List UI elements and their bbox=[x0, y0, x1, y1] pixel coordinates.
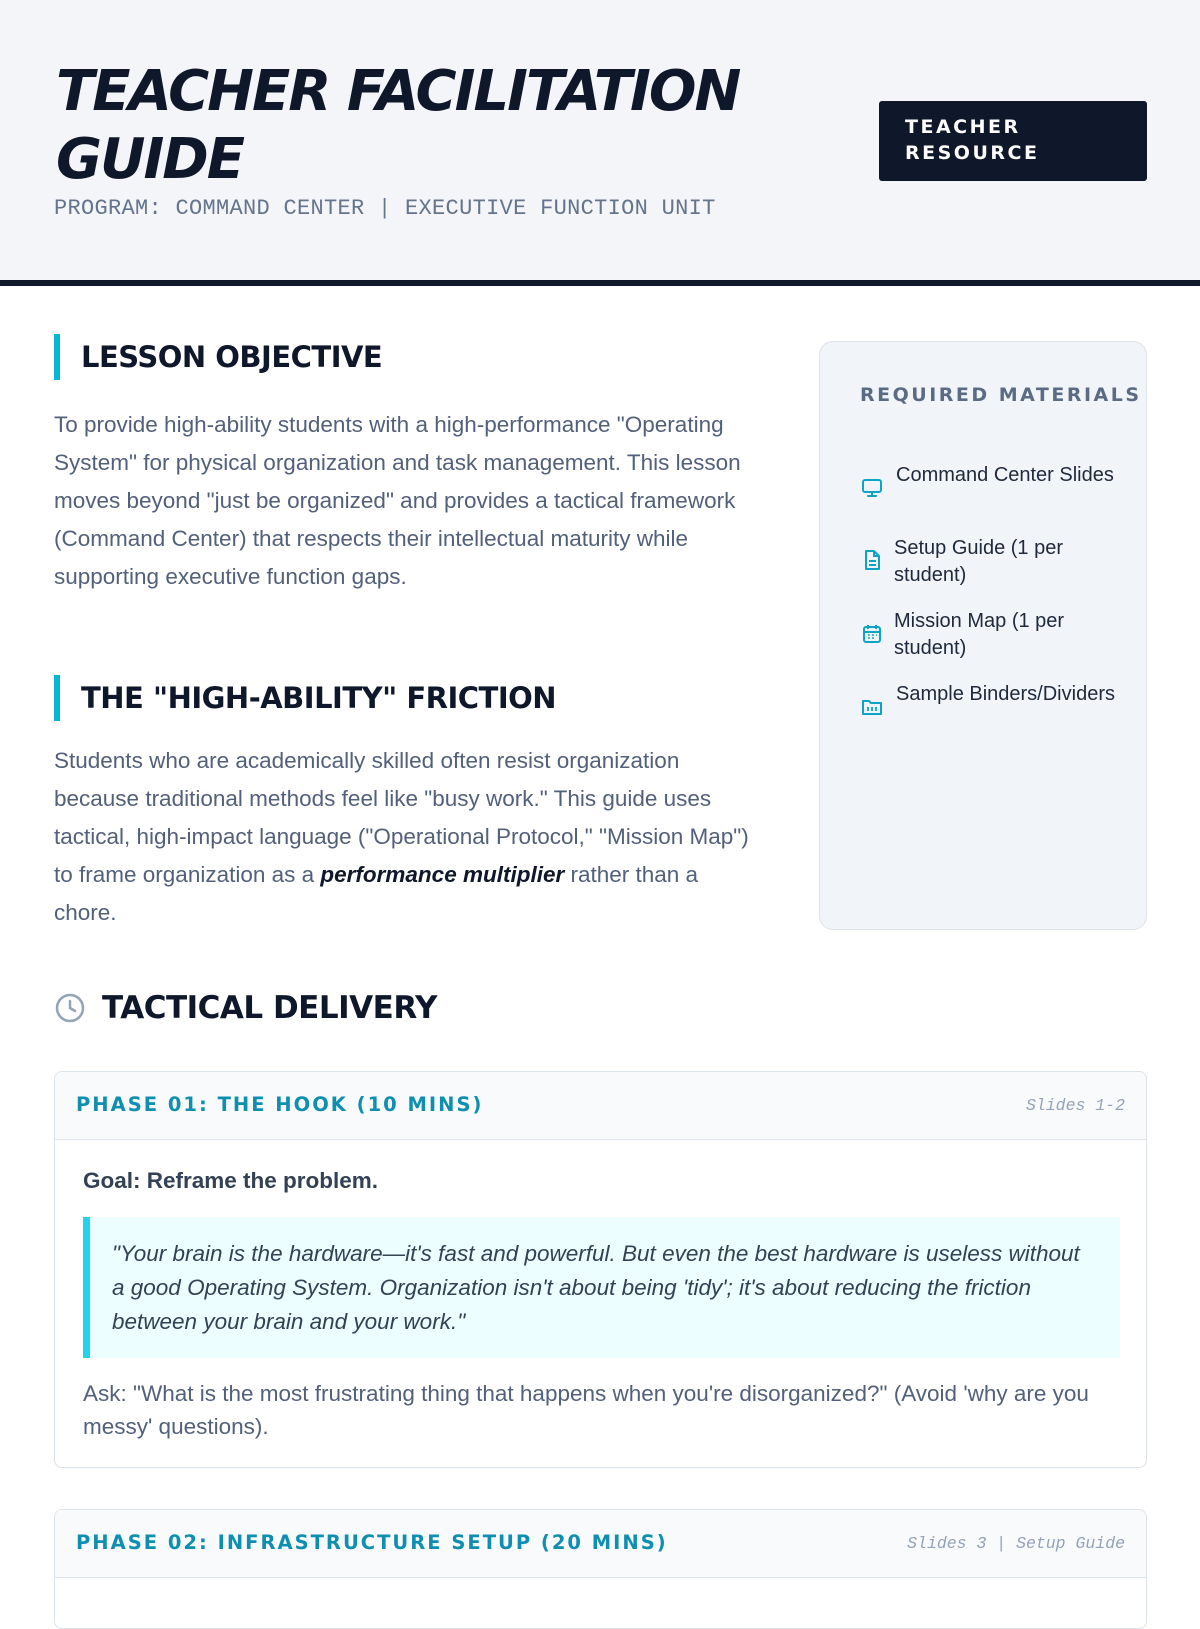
folder-icon bbox=[860, 695, 884, 719]
phase-header bbox=[55, 1072, 1146, 1140]
material-label: Setup Guide (1 per student) bbox=[894, 537, 1063, 586]
friction-text bbox=[54, 742, 764, 932]
phase-slides-ref: Slides 3 | Setup Guide bbox=[907, 1534, 1125, 1553]
friction-emphasis: performance multiplier bbox=[320, 862, 565, 887]
page-header bbox=[0, 0, 1200, 286]
phase-card bbox=[54, 1509, 1147, 1629]
phase-card bbox=[54, 1071, 1147, 1468]
monitor-icon bbox=[860, 476, 884, 500]
phase-slides-ref: Slides 1-2 bbox=[1025, 1096, 1125, 1115]
phase-title: PHASE 01: THE HOOK (10 MINS) bbox=[76, 1093, 484, 1116]
teacher-resource-badge: TEACHER RESOURCE bbox=[879, 101, 1147, 181]
material-label: Command Center Slides bbox=[896, 464, 1114, 486]
document-icon bbox=[860, 548, 884, 572]
page-title: TEACHER FACILITATION GUIDE bbox=[56, 59, 740, 192]
required-materials-panel bbox=[819, 341, 1147, 930]
program-subtitle: PROGRAM: COMMAND CENTER | EXECUTIVE FUNCTION UNIT bbox=[54, 196, 716, 221]
material-label: Sample Binders/Dividers bbox=[896, 683, 1115, 705]
phase-title: PHASE 02: INFRASTRUCTURE SETUP (20 MINS) bbox=[76, 1531, 668, 1554]
material-label: Mission Map (1 per student) bbox=[894, 610, 1065, 659]
lesson-objective-text: To provide high-ability students with a high-performance "Operating System" for physical organization and task management. This lesson moves beyond "just be organized" and provides a tactical framework (Command Center) that respects their intellectual maturity while supporting executive function gaps. bbox=[54, 412, 741, 589]
materials-title: REQUIRED MATERIALS bbox=[860, 384, 1142, 406]
clock-icon bbox=[54, 992, 86, 1024]
lesson-objective-heading: LESSON OBJECTIVE bbox=[54, 334, 382, 380]
phase-ask-prompt: Ask: "What is the most frustrating thing that happens when you're disorganized?" (Avoid 'why are you messy' questions). bbox=[83, 1381, 1089, 1439]
friction-text-end: rather than a chore. bbox=[54, 862, 699, 925]
calendar-icon bbox=[860, 622, 884, 646]
phase-header bbox=[55, 1510, 1146, 1578]
tactical-delivery-heading: TACTICAL DELIVERY bbox=[102, 990, 437, 1026]
friction-text-start: Students who are academically skilled often resist organization because traditional methods feel like "busy work." This guide uses tactical, high-impact language ("Operational Protocol," "Mission Map") to frame organization as a bbox=[54, 748, 749, 887]
phase-goal: Goal: Reframe the problem. bbox=[83, 1168, 379, 1193]
phase-script-quote: "Your brain is the hardware—it's fast and powerful. But even the best hardware is useless without a good Operating System. Organization isn't about being 'tidy'; it's about reducing the friction between your brain and your work." bbox=[83, 1217, 1120, 1358]
friction-heading: THE "HIGH-ABILITY" FRICTION bbox=[54, 675, 556, 721]
